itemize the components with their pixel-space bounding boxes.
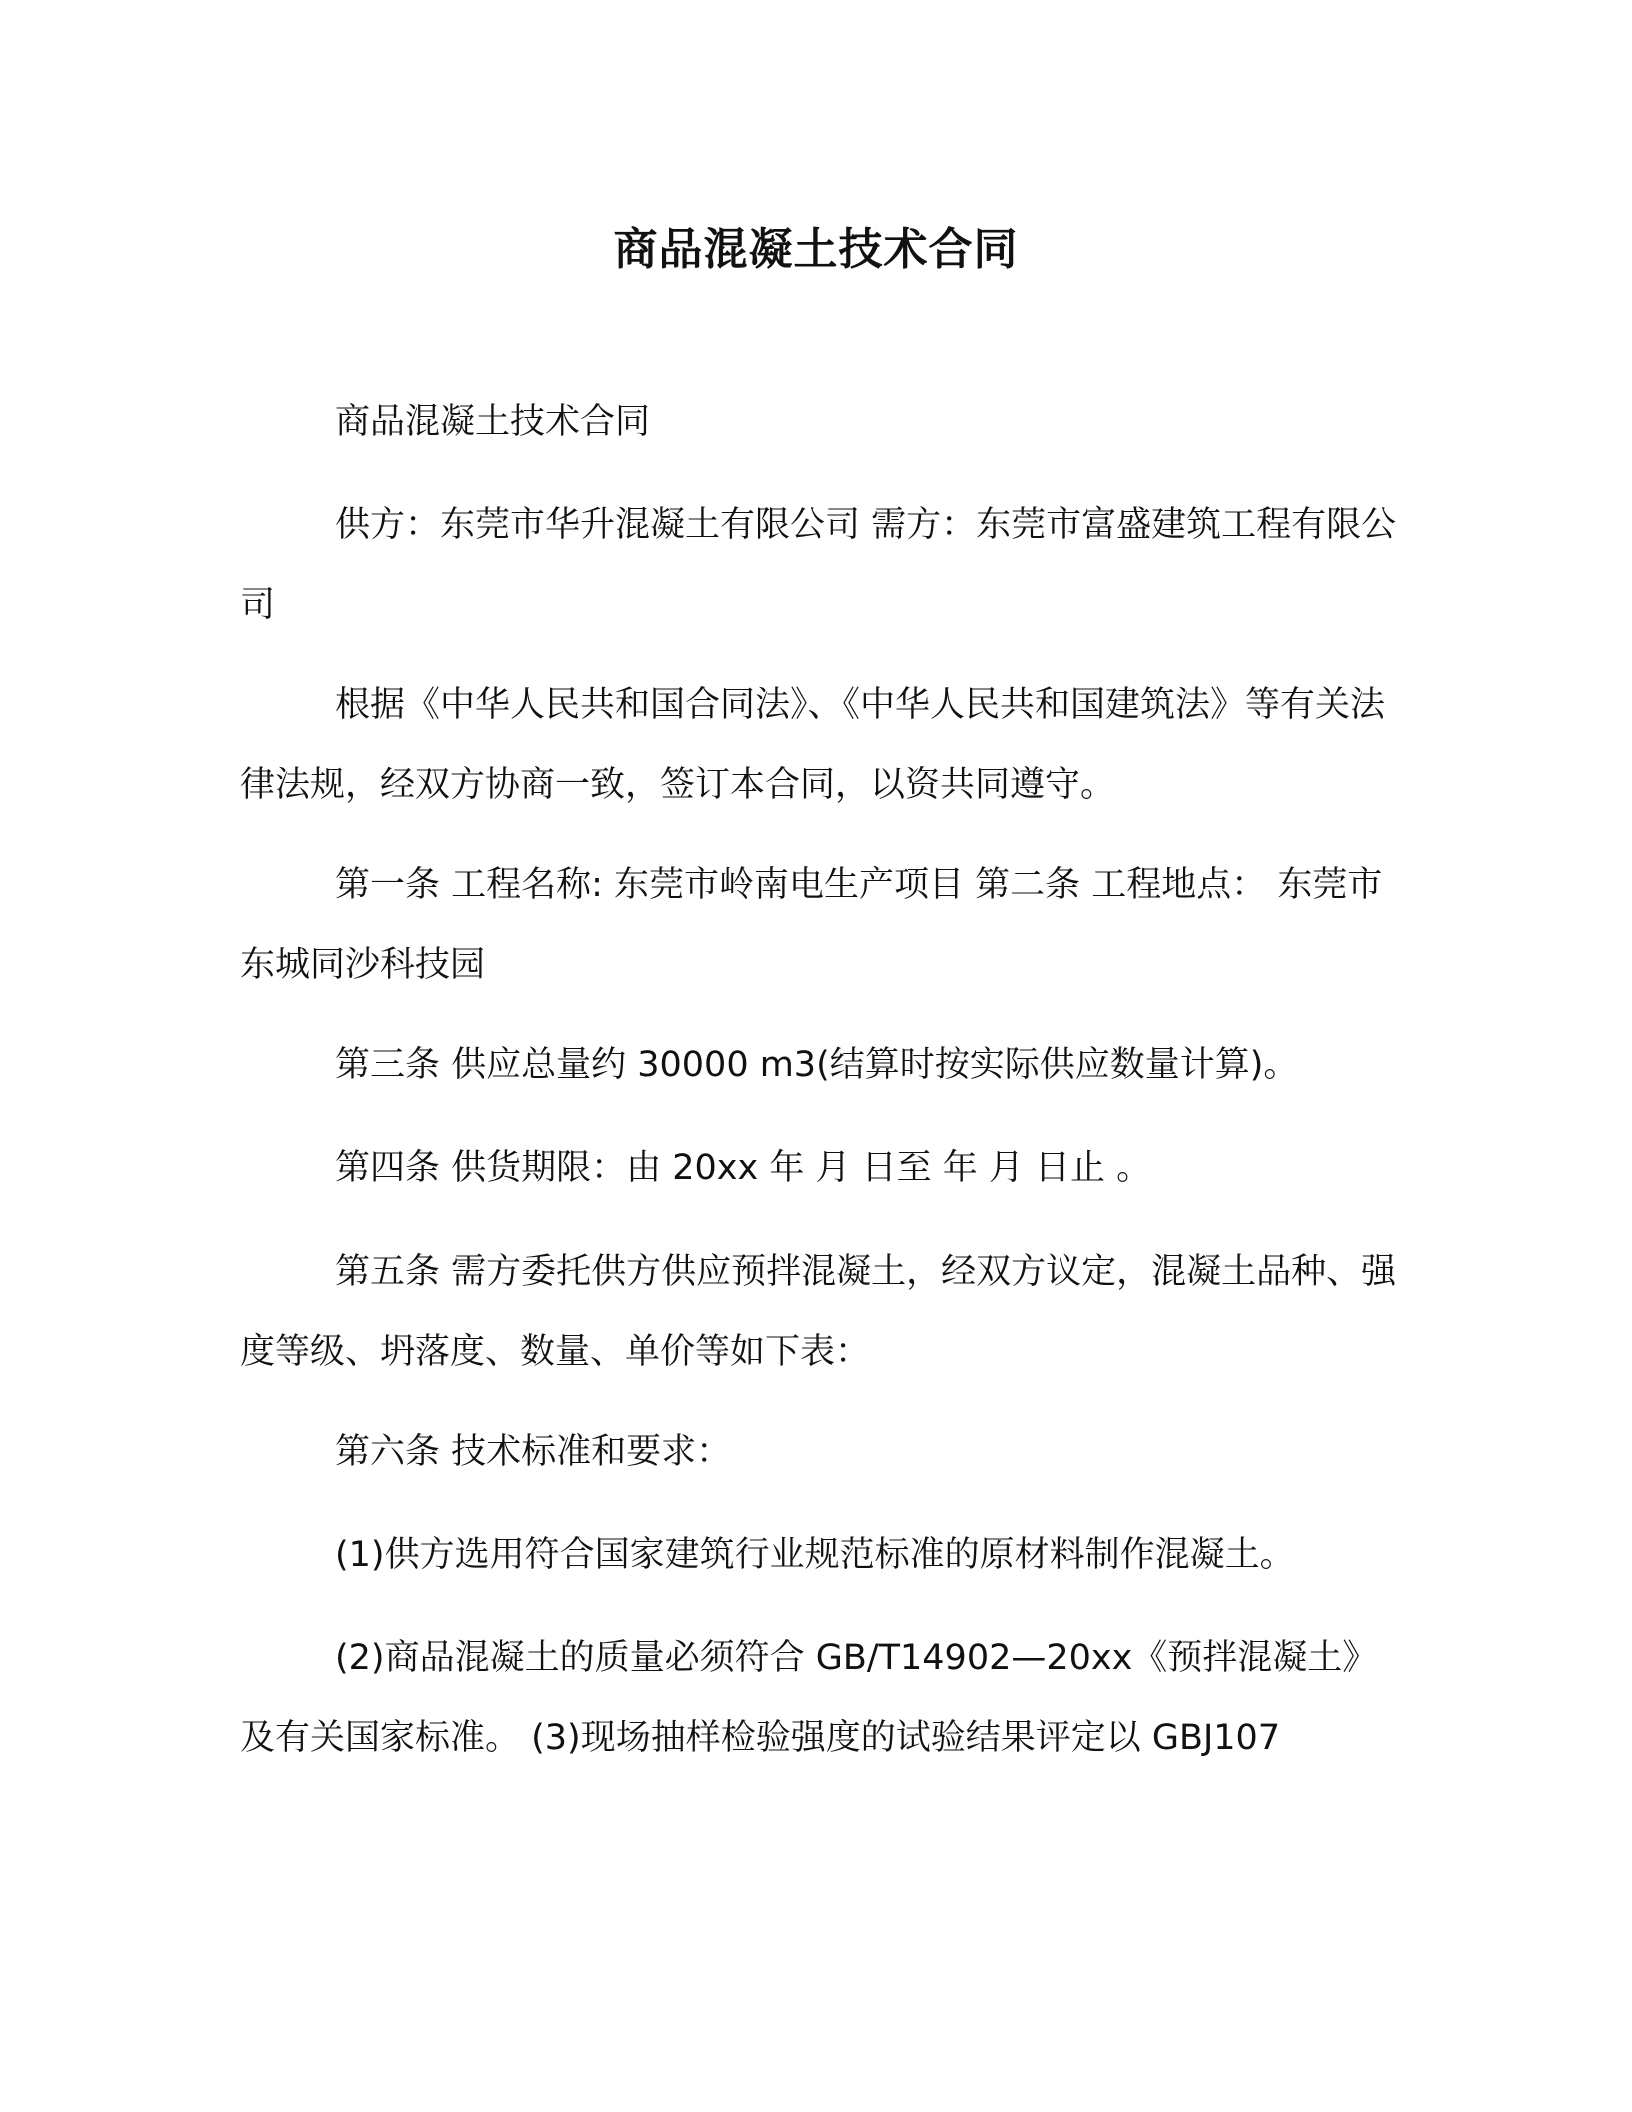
document-title: 商品混凝土技术合同	[613, 224, 1019, 275]
paragraph-article-6: 第六条 技术标准和要求：	[335, 1432, 732, 1472]
paragraph-parties: 供方：东莞市华升混凝土有限公司 需方：东莞市富盛建筑工程有限公司	[240, 505, 1397, 625]
paragraph-legal-basis: 根据《中华人民共和国合同法》、《中华人民共和国建筑法》等有关法律法规，经双方协商一致，签订本合同，以资共同遵守。	[240, 685, 1386, 805]
paragraph-item-2-3: (2)商品混凝土的质量必须符合 GB/T14902—20xx《预拌混凝土》及有关国家标准。 (3)现场抽样检验强度的试验结果评定以 GBJ107	[240, 1638, 1378, 1758]
paragraph-article-5: 第五条 需方委托供方供应预拌混凝土，经双方议定，混凝土品种、强度等级、坍落度、数量、单价等如下表：	[240, 1252, 1397, 1372]
paragraph-article-4: 第四条 供货期限：由 20xx 年 月 日至 年 月 日止 。	[335, 1148, 1152, 1188]
paragraph-item-1: (1)供方选用符合国家建筑行业规范标准的原材料制作混凝土。	[335, 1535, 1295, 1575]
paragraph-article-1-2: 第一条 工程名称: 东莞市岭南电生产项目 第二条 工程地点： 东莞市东城同沙科技园	[240, 865, 1383, 985]
paragraph-article-3: 第三条 供应总量约 30000 m3(结算时按实际供应数量计算)。	[335, 1045, 1299, 1085]
paragraph-subtitle: 商品混凝土技术合同	[335, 402, 651, 442]
